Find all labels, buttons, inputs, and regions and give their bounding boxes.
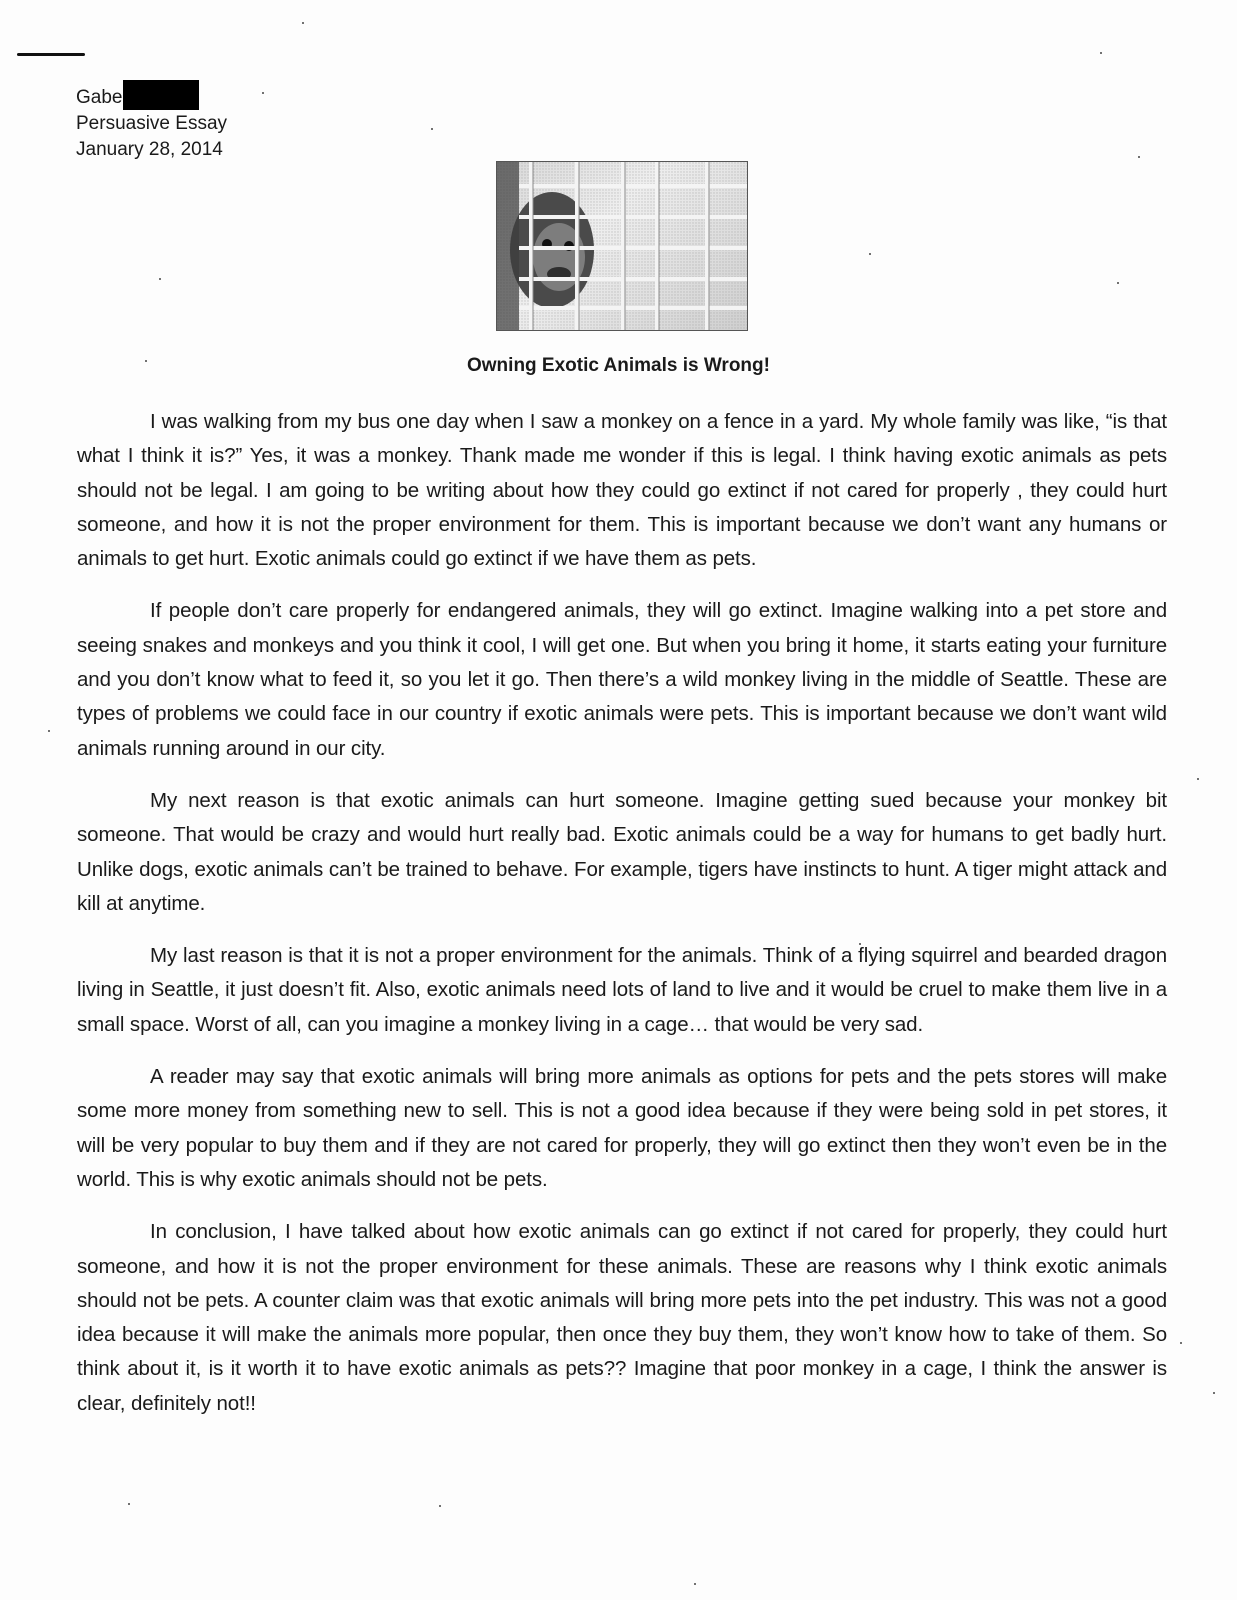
scan-speck — [694, 1583, 696, 1585]
scan-speck — [1117, 282, 1119, 284]
essay-type: Persuasive Essay — [76, 113, 228, 134]
scan-speck — [1100, 52, 1102, 54]
redaction-block — [123, 80, 199, 110]
photo-illustration — [497, 162, 747, 330]
scan-speck — [1197, 778, 1199, 780]
author-name: Gabe — [76, 87, 123, 108]
scan-speck — [869, 253, 871, 255]
caged-monkey-photo — [496, 161, 748, 331]
scan-speck — [128, 1503, 130, 1505]
essay-title: Owning Exotic Animals is Wrong! — [467, 355, 770, 376]
scan-speck — [431, 128, 433, 130]
paragraph-intro: I was walking from my bus one day when I saw a monkey on a fence in a yard. My whole family was like, “is that what I think it is?” Yes, it was a monkey. Thank made me wonder if this is legal. I think having exotic animals as pets should not be legal. I am going to be writing about how they could go extinct if not cared for properly , they could hurt someone, and how it is not the proper environment for them. This is important because we don’t want any humans or animals to get hurt. Exotic animals could go extinct if we have them as pets. — [77, 410, 1167, 571]
essay-header — [76, 80, 227, 163]
paragraph-counterclaim: A reader may say that exotic animals will bring more animals as options for pets and the pets stores will make some more money from something new to sell. This is not a good idea because if they were being sold in pet stores, it will be very popular to buy them and if they are not cared for properly, they will go extinct then they won’t even be in the world. This is why exotic animals should not be pets. — [77, 1065, 1167, 1191]
paragraph-extinction: If people don’t care properly for endangered animals, they will go extinct. Imagine walking into a pet store and seeing snakes and monkeys and you think it cool, I will get one. But when you bring it home, it starts eating your furniture and you don’t know what to feed it, so you let it go. Then there’s a wild monkey living in the middle of Seattle. These are types of problems we could face in our country if exotic animals were pets. This is important because we don’t want wild animals running around in our city. — [77, 599, 1167, 760]
paragraph-conclusion: In conclusion, I have talked about how exotic animals can go extinct if not cared for properly, they could hurt someone, and how it is not the proper environment for these animals. These are reasons why I think exotic animals should not be pets. A counter claim was that exotic animals will bring more pets into the pet industry. This was not a good idea because it will make the animals more popular, then once they buy them, they won’t know how to take of them. So think about it, is it worth it to have exotic animals as pets?? Imagine that poor monkey in a cage, I think the answer is clear, definitely not!! — [77, 1220, 1167, 1415]
scan-speck — [1180, 1342, 1182, 1344]
scan-speck — [439, 1505, 441, 1507]
scan-speck — [302, 22, 304, 24]
scan-speck — [1213, 1392, 1215, 1394]
paragraph-danger: My next reason is that exotic animals can hurt someone. Imagine getting sued because your monkey bit someone. That would be crazy and would hurt really bad. Exotic animals could be a way for humans to get badly hurt. Unlike dogs, exotic animals can’t be trained to behave. For example, tigers have instincts to hunt. A tiger might attack and kill at anytime. — [77, 788, 1167, 915]
essay-date: January 28, 2014 — [76, 139, 223, 160]
essay-body — [77, 405, 1167, 1439]
author-line — [76, 80, 227, 111]
paragraph-environment: My last reason is that it is not a proper environment for the animals. Think of a flying squirrel and bearded dragon living in Seattle, it just doesn’t fit. Also, exotic animals need lots of land to live and it would be cruel to make them live in a small space. Worst of all, can you imagine a monkey living in a cage… that would be very sad. — [77, 944, 1167, 1036]
scan-speck — [48, 730, 50, 732]
scan-speck — [159, 278, 161, 280]
scan-artifact-mark — [17, 53, 85, 56]
scan-speck — [262, 92, 264, 94]
scan-speck — [1138, 156, 1140, 158]
